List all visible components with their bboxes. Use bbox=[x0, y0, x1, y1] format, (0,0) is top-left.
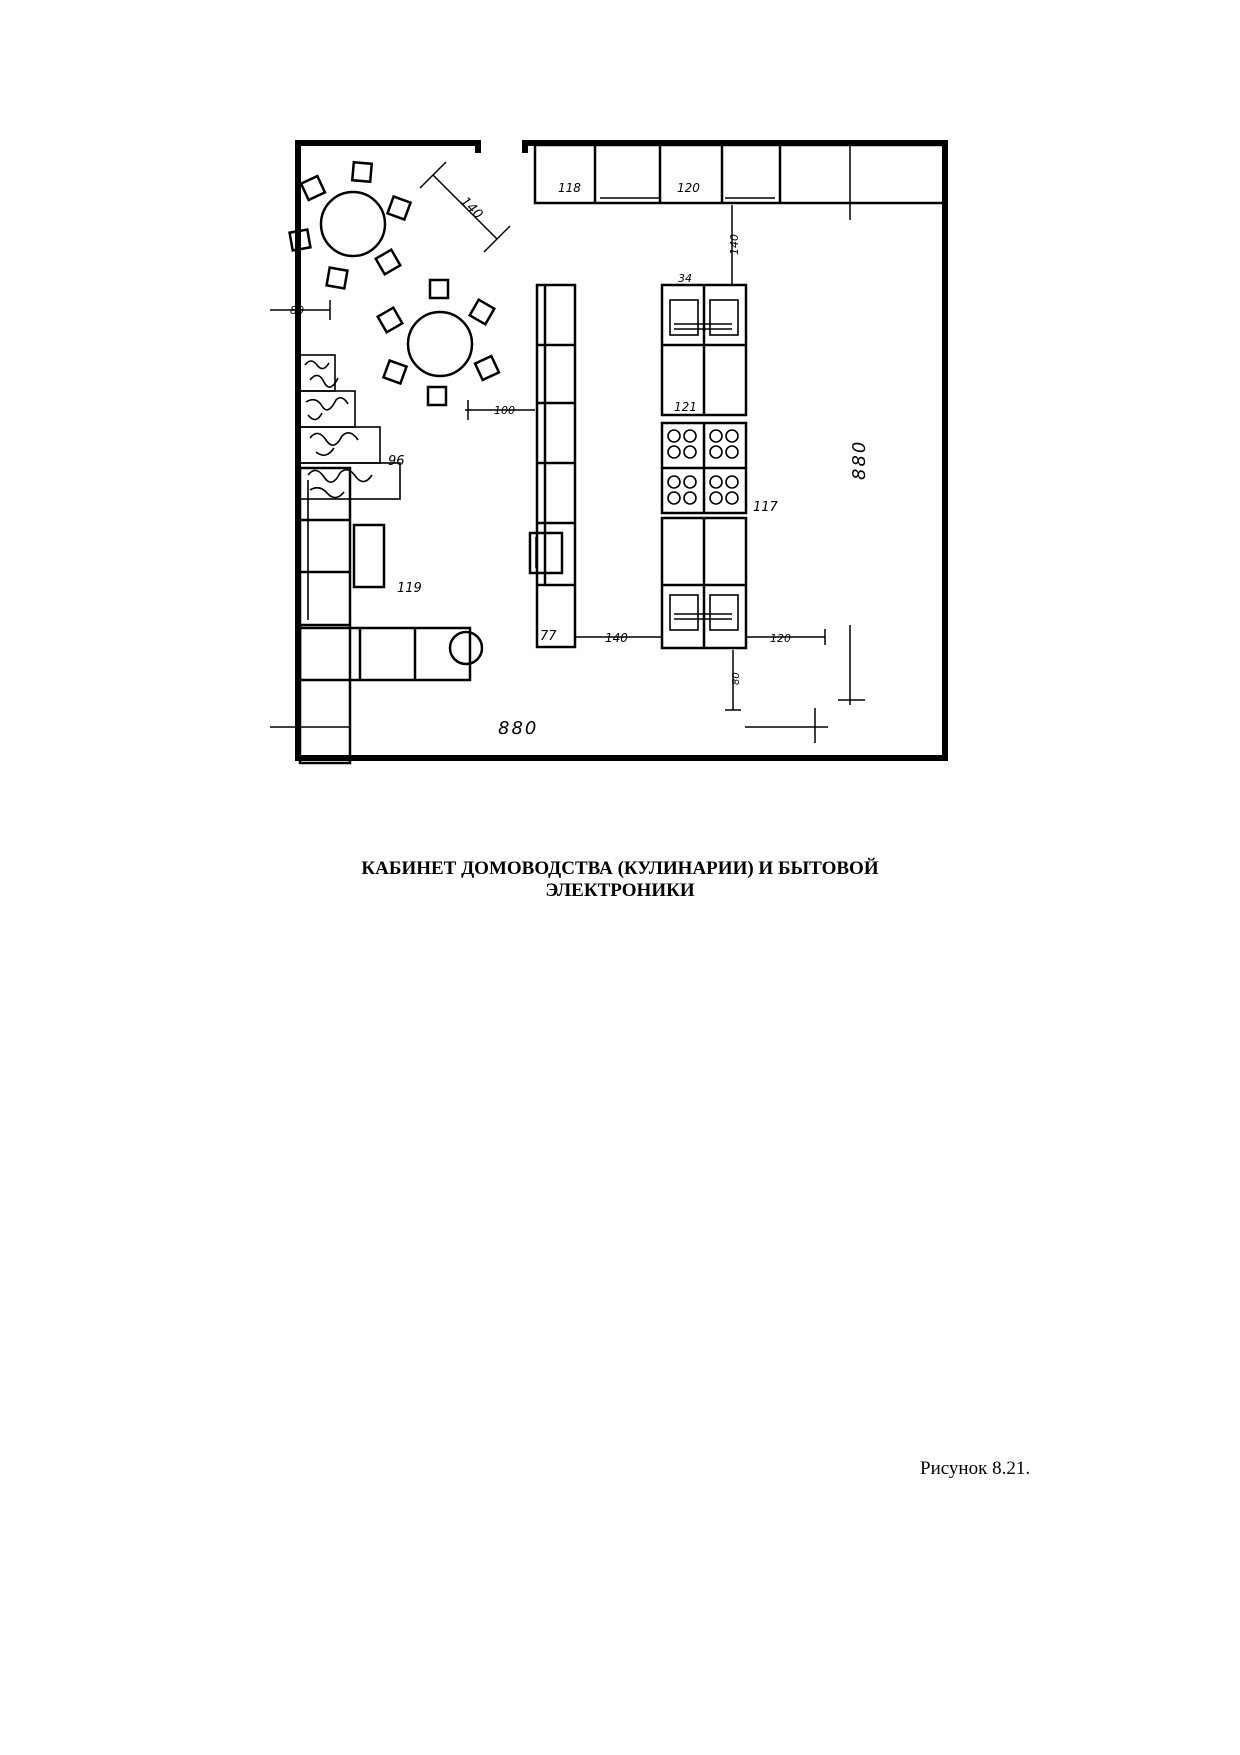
dim-121-label: 121 bbox=[674, 400, 697, 414]
caption-line-1: КАБИНЕТ ДОМОВОДСТВА (КУЛИНАРИИ) И БЫТОВОЙ bbox=[361, 858, 879, 879]
dim-120-bottom-label: 120 bbox=[770, 632, 791, 645]
room-walls bbox=[298, 140, 945, 758]
top-counter bbox=[535, 145, 945, 203]
left-counter bbox=[300, 468, 470, 763]
dim-77-label: 77 bbox=[540, 629, 557, 644]
dim-total-width bbox=[270, 708, 828, 743]
dim-140-diagonal-label: 140 bbox=[457, 194, 486, 223]
dim-80-left-label: 80 bbox=[290, 304, 304, 317]
dim-100-label: 100 bbox=[494, 404, 515, 417]
dim-140-bottom-label: 140 bbox=[605, 631, 628, 645]
central-counter bbox=[530, 285, 575, 647]
dim-total-height bbox=[838, 140, 865, 705]
dim-117-label: 117 bbox=[753, 500, 778, 515]
figure-caption bbox=[300, 858, 940, 902]
dim-119-label: 119 bbox=[397, 581, 422, 596]
kitchen-island bbox=[662, 285, 746, 648]
round-bin bbox=[450, 632, 482, 664]
dim-96-label: 96 bbox=[388, 454, 405, 469]
floor-plan bbox=[270, 140, 970, 840]
dining-table-1 bbox=[290, 162, 411, 288]
dim-120-top-label: 120 bbox=[677, 181, 700, 195]
dim-total-width-label: 880 bbox=[498, 718, 539, 739]
dim-total-height-label: 880 bbox=[849, 439, 870, 480]
dim-118-label: 118 bbox=[558, 181, 581, 195]
dim-80-bottom-label: 80 bbox=[731, 672, 742, 685]
work-table-119 bbox=[354, 525, 384, 587]
floor-plan-drawing bbox=[270, 140, 970, 840]
figure-label: Рисунок 8.21. bbox=[920, 1458, 1031, 1479]
caption-line-2: ЭЛЕКТРОНИКИ bbox=[545, 880, 695, 901]
dim-140-top-label: 140 bbox=[728, 234, 741, 255]
dining-table-2 bbox=[378, 280, 499, 405]
dim-34-label: 34 bbox=[678, 272, 692, 285]
